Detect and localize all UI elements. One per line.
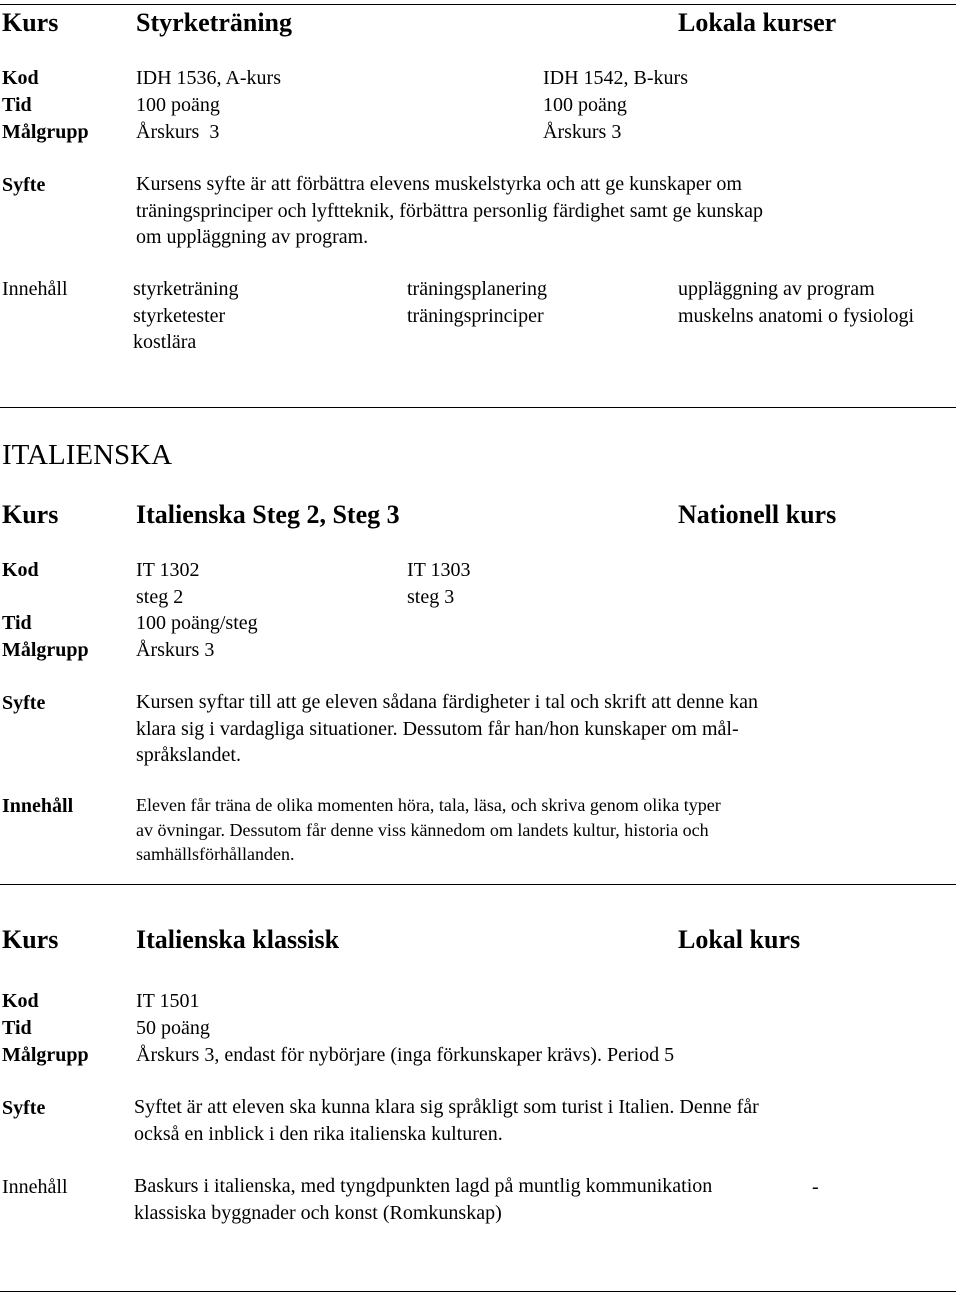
course3-innehall-line: klassiska byggnader och konst (Romkunskap) [134, 1201, 502, 1224]
course1-innehall-item: styrketester [133, 305, 226, 327]
course2-kod-a: IT 1302 [136, 559, 200, 581]
course1-innehall-item: träningsplanering [407, 278, 547, 300]
course2-syfte-line: Kursen syftar till att ge eleven sådana färdigheter i tal och skrift att denne kan [136, 691, 758, 713]
course1-title: Styrketräning [136, 8, 292, 37]
course1-innehall-item: kostlära [133, 331, 197, 353]
course3-type: Lokal kurs [678, 925, 801, 954]
course3-innehall-text [134, 1173, 712, 1226]
course1-tid-b: 100 poäng [543, 94, 627, 116]
course3-title: Italienska klassisk [136, 925, 340, 954]
course2-syfte-text [136, 689, 758, 769]
course1-innehall-label: Innehåll [2, 278, 68, 300]
course3-malgrupp: Årskurs 3, endast för nybörjare (inga förkunskaper krävs). Period 5 [136, 1044, 675, 1066]
course3-syfte-line: Syftet är att eleven ska kunna klara sig språkligt som turist i Italien. Denne får [134, 1096, 759, 1118]
course2-syfte-label: Syfte [2, 692, 46, 714]
course3-innehall-label: Innehåll [2, 1176, 68, 1198]
course1-kod-label: Kod [2, 67, 39, 89]
course1-syfte-line: om uppläggning av program. [136, 226, 369, 248]
course2-steg-a: steg 2 [136, 586, 184, 608]
course3-malgrupp-label: Målgrupp [2, 1044, 89, 1066]
course2-innehall-text [136, 793, 721, 867]
course3-tid-label: Tid [2, 1017, 32, 1039]
course2-malgrupp: Årskurs 3 [136, 639, 215, 661]
course2-title: Italienska Steg 2, Steg 3 [136, 500, 400, 529]
course1-malgrupp-a: Årskurs 3 [136, 121, 220, 143]
bottom-divider [0, 1291, 956, 1292]
course2-steg-b: steg 3 [407, 586, 455, 608]
course3-syfte-label: Syfte [2, 1097, 46, 1119]
course2-innehall-line: av övningar. Dessutom får denne viss kännedom om landets kultur, historia och [136, 819, 709, 840]
course2-tid-label: Tid [2, 612, 32, 634]
course1-malgrupp-label: Målgrupp [2, 121, 89, 143]
course1-syfte-line: träningsprinciper och lyftteknik, förbättra personlig färdighet samt ge kunskap [136, 199, 764, 222]
course1-kurs-label: Kurs [2, 8, 59, 37]
course2-kurs-label: Kurs [2, 500, 59, 529]
section-title: ITALIENSKA [2, 439, 173, 471]
course1-syfte-label: Syfte [2, 174, 46, 196]
course2-syfte-line: språkslandet. [136, 744, 241, 766]
course2-malgrupp-label: Målgrupp [2, 639, 89, 661]
course3-kod-label: Kod [2, 990, 39, 1012]
course2-innehall-line: Eleven får träna de olika momenten höra, tala, läsa, och skriva genom olika typer [136, 795, 721, 815]
course1-tid-a: 100 poäng [136, 94, 220, 116]
course1-innehall-item: muskelns anatomi o fysiologi [678, 305, 915, 327]
course3-syfte-line: också en inblick i den rika italienska kulturen. [134, 1122, 503, 1145]
course1-kod-a: IDH 1536, A-kurs [136, 67, 281, 89]
course2-kod-b: IT 1303 [407, 559, 471, 581]
section-divider [0, 407, 956, 408]
course1-kod-b: IDH 1542, B-kurs [543, 67, 688, 89]
course2-tid: 100 poäng/steg [136, 612, 258, 634]
course1-tid-label: Tid [2, 94, 32, 116]
course1-innehall-item: träningsprinciper [407, 305, 544, 327]
course3-innehall-line: Baskurs i italienska, med tyngdpunkten lagd på muntlig kommunikation [134, 1175, 713, 1197]
course2-type: Nationell kurs [678, 500, 837, 529]
course1-syfte-line: Kursens syfte är att förbättra elevens muskelstyrka och att ge kunskaper om [136, 173, 742, 195]
course2-innehall-line: samhällsförhållanden. [136, 844, 295, 864]
course1-malgrupp-b: Årskurs 3 [543, 121, 622, 143]
course3-kurs-label: Kurs [2, 925, 59, 954]
course3-syfte-text [134, 1094, 759, 1147]
course3-tid: 50 poäng [136, 1017, 210, 1039]
section-divider [0, 884, 956, 885]
course1-syfte-text [136, 171, 763, 251]
course2-innehall-label: Innehåll [2, 795, 74, 817]
course2-kod-label: Kod [2, 559, 39, 581]
course1-innehall-item: styrketräning [133, 278, 239, 300]
course3-innehall-dash: - [812, 1176, 819, 1198]
top-divider [0, 4, 956, 5]
course1-type: Lokala kurser [678, 8, 837, 37]
course2-syfte-line: klara sig i vardagliga situationer. Dessutom får han/hon kunskaper om mål- [136, 717, 739, 740]
course3-kod: IT 1501 [136, 990, 200, 1012]
course1-innehall-item: uppläggning av program [678, 278, 875, 300]
